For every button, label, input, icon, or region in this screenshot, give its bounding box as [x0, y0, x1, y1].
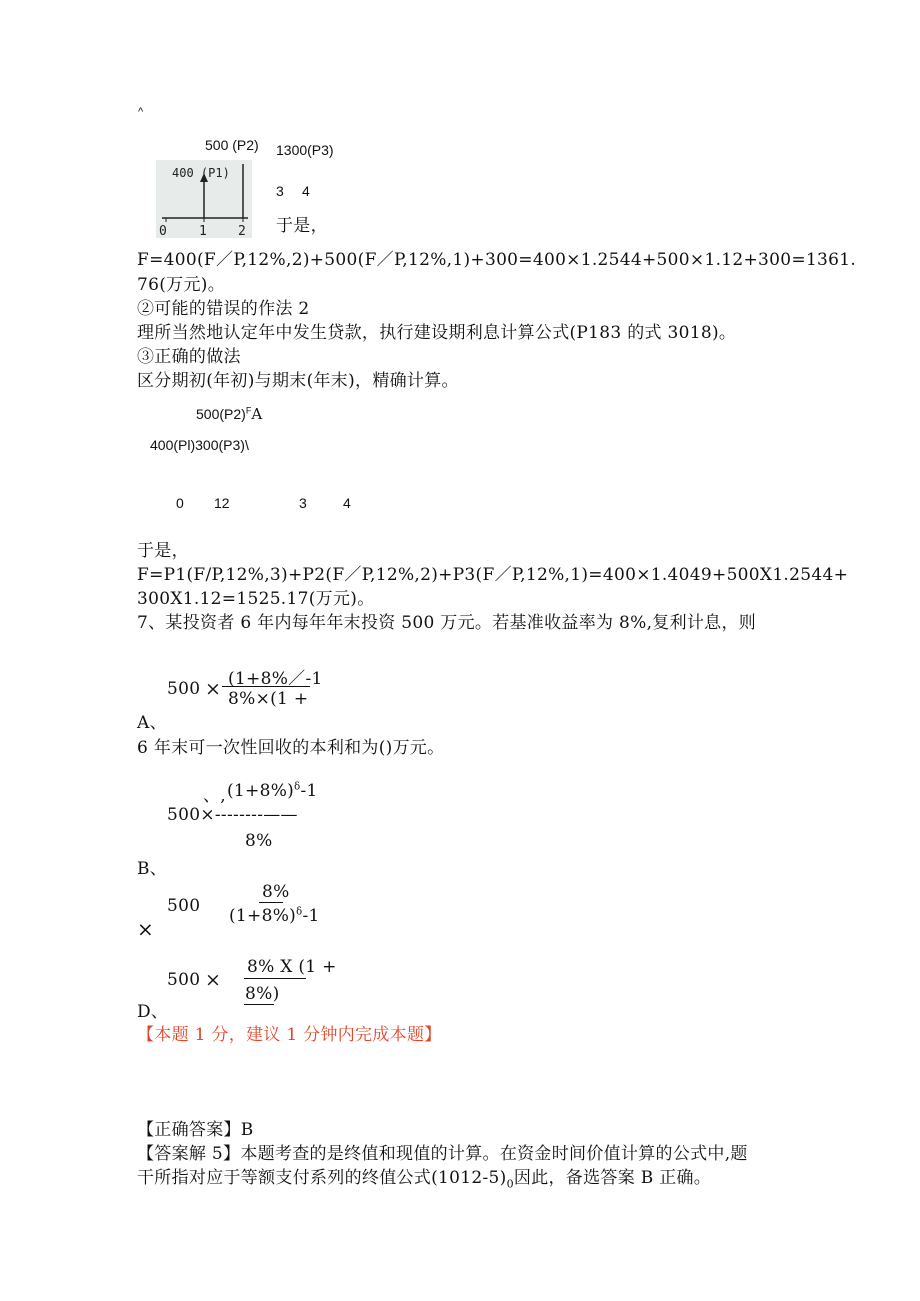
- option-c-exponent: δ: [296, 906, 303, 918]
- option-a-denominator: 8%×(1 +: [228, 689, 309, 709]
- option-a-times: ×: [205, 678, 222, 700]
- option-c-denominator-base: (1+8%): [229, 906, 297, 926]
- option-a-numerator: (1+8%／-1: [228, 669, 323, 689]
- formula-2-line-2: 300X1.12=1525.17(万元)。: [137, 589, 375, 609]
- option-d-denominator-underline: [244, 1004, 274, 1005]
- diagram2-p2-label: 500(P2): [196, 406, 246, 422]
- option-d-fraction-bar: [244, 978, 306, 979]
- option-a-fraction-bar: [222, 686, 310, 687]
- diagram2-top-label: [196, 405, 262, 423]
- option-c-numerator: 8%: [262, 882, 290, 902]
- diagram2-axis-4: 4: [343, 495, 351, 511]
- correct-method-text: 区分期初(年初)与期末(年末)，精确计算。: [137, 371, 459, 391]
- explanation-line-2-sub: 0: [506, 1177, 514, 1191]
- option-c-denominator: [229, 906, 320, 926]
- option-b-exponent: δ: [294, 781, 301, 793]
- explanation-line-2-b: 因此，备选答案 B 正确。: [513, 1168, 712, 1188]
- option-a-coef: 500: [167, 679, 201, 699]
- option-c-denominator-tail: -1: [302, 906, 320, 926]
- option-b-prefix: 、,: [203, 786, 227, 806]
- heading-correct-method: ③正确的做法: [137, 347, 241, 367]
- explanation-line-2-a: 干所指对应于等额支付系列的终值公式(1012-5): [137, 1168, 507, 1188]
- formula-2-line-1: F=P1(F/P,12%,3)+P2(F／P,12%,2)+P3(F／P,12%,1)=400×1.4049+500X1.2544+: [137, 565, 849, 585]
- option-c-coef: 500: [167, 896, 201, 916]
- option-c-fraction-bar: [259, 902, 283, 903]
- diagram1-period-3: 3: [276, 183, 284, 199]
- formula-1-line-1: F=400(F／P,12%,2)+500(F／P,12%,1)+300=400×1.2544+500×1.12+300=1361.: [137, 250, 857, 270]
- diagram2-axis-12: 12: [214, 495, 230, 511]
- option-d-coef: 500: [167, 970, 201, 990]
- diagram1-p3-label: 1300(P3): [276, 142, 334, 158]
- yushi-2: 于是，: [137, 541, 189, 561]
- option-d-numerator: 8% X (1 +: [247, 957, 337, 977]
- diagram1-p1-label: 400 (P1): [172, 166, 230, 180]
- caret-mark: ^: [138, 106, 144, 118]
- explanation-line-1: 【答案解 5】本题考查的是终值和现值的计算。在资金时间价值计算的公式中,题: [137, 1144, 748, 1164]
- diagram2-superscript: F: [245, 405, 252, 416]
- diagram1-axis-1: 1: [199, 224, 207, 239]
- option-d-times: ×: [205, 969, 222, 991]
- wrong-method-text: 理所当然地认定年中发生贷款，执行建设期利息计算公式(P183 的式 3018)。: [137, 323, 737, 343]
- diagram2-left-label: 400(Pl)300(P3)\: [150, 437, 249, 453]
- option-c-times: ×: [137, 917, 155, 941]
- correct-answer: 【正确答案】B: [137, 1120, 254, 1140]
- explanation-line-2: [137, 1163, 711, 1190]
- heading-wrong-method: ②可能的错误的作法 2: [137, 299, 310, 319]
- option-d-denominator: 8%): [245, 984, 280, 1004]
- option-b-numerator-base: (1+8%): [227, 781, 295, 801]
- option-b-coef-dashes: 500×--------——: [167, 805, 298, 825]
- option-b-label: B、: [137, 859, 168, 879]
- yushi-1: 于是，: [276, 216, 328, 236]
- diagram1-axis-2: 2: [238, 224, 246, 239]
- option-b-numerator: [227, 781, 318, 801]
- score-note: 【本题 1 分，建议 1 分钟内完成本题】: [137, 1025, 442, 1045]
- formula-1-line-2: 76(万元)。: [137, 275, 225, 295]
- option-b-numerator-tail: -1: [300, 781, 318, 801]
- question-7-line-2: 6 年末可一次性回收的本利和为()万元。: [137, 738, 445, 758]
- option-b-denominator: 8%: [245, 831, 273, 851]
- option-d-label: D、: [137, 1002, 169, 1022]
- diagram2-suffix: A: [251, 405, 263, 423]
- diagram2-axis-3: 3: [299, 495, 307, 511]
- diagram1-axis-0: 0: [159, 224, 167, 239]
- diagram1-period-4: 4: [302, 183, 310, 199]
- question-7-line-1: 7、某投资者 6 年内每年年末投资 500 万元。若基准收益率为 8%,复利计息，则: [137, 613, 757, 633]
- option-a-label: A、: [137, 713, 167, 733]
- diagram1-p2-label: 500 (P2): [205, 137, 259, 153]
- diagram2-axis-0: 0: [176, 495, 184, 511]
